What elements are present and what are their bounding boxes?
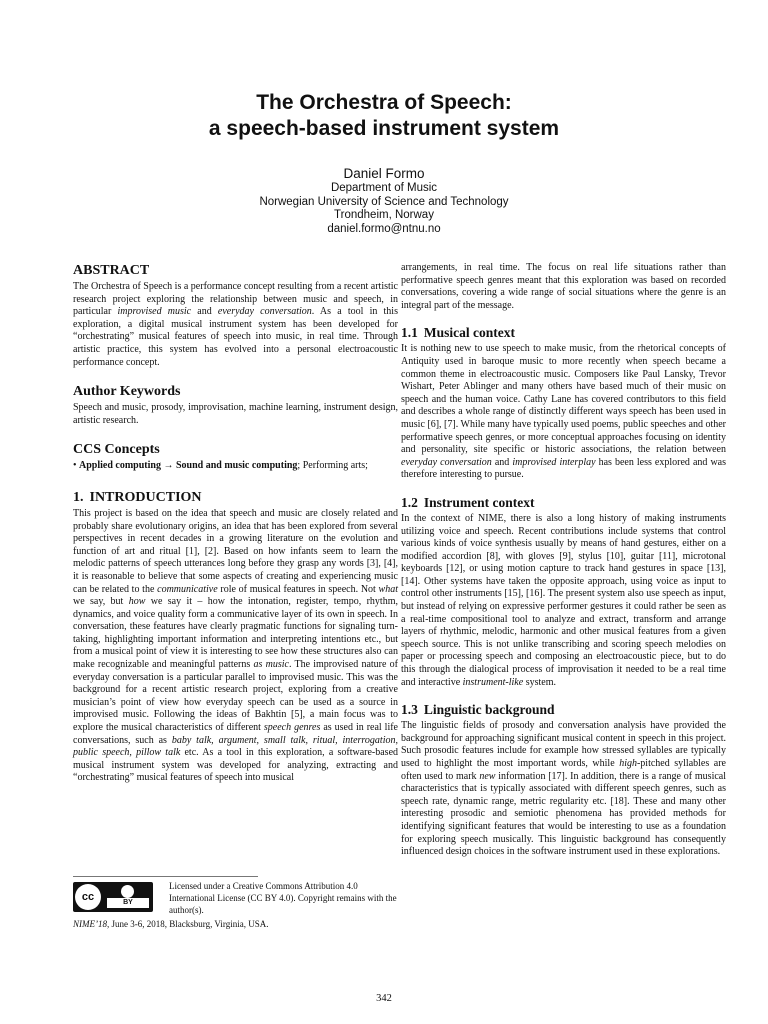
author-email[interactable]: daniel.formo@ntnu.no [327, 222, 441, 235]
keywords-heading: Author Keywords [73, 384, 181, 400]
author-name: Daniel Formo [343, 166, 425, 181]
introduction-heading: 1. INTRODUCTION [73, 489, 202, 505]
author-block [0, 165, 768, 236]
by-icon [107, 885, 149, 909]
section-1-1-text: It is nothing new to use speech to make music, from the rhetorical concepts of Antiquity used in baroque music to more recently when speech became a common theme in electroacoustic music. Composers like Paul Lansky, Trevor Wishart, Peter Ablinger and many others have based much of their music on speech and the human voice. Cathy Lane has covered contributors to this field and describes a whole range of distinctly different ways speech has been used in music [6], [7]. While many have typically used poems, public speeches and other performative speech genres, or more conceptual approaches focusing on identity and personality, site specific or historic associations, the relation between everyday conversation and improvised interplay has been less explored and was therefore interesting to pursue. [401, 343, 726, 481]
page-number: 342 [376, 993, 392, 1004]
keywords-text: Speech and music, prosody, improvisation, machine learning, instrument design, artistic research. [73, 402, 398, 426]
conference-note: NIME’18, June 3-6, 2018, Blacksburg, Virginia, USA. [73, 919, 269, 929]
cc-by-badge [73, 882, 153, 912]
author-department: Department of Music [330, 182, 438, 194]
section-1-2-text: In the context of NIME, there is also a long history of making instruments utilizing voice and speech. Recent contributions include systems that control various kinds of voice synthesis usually by means of hand gestures, either on a modified accordion [8], with gloves [9], stylus [10], guitar [11], microtonal keyboards [12], or using motion capture to track hand gestures in space [13], [14]. Other systems have taken the opposite approach, using voice as input to control other instruments [15], [16]. The present system also use speech as input, but instead of relying on expressive performer gestures it could rather be seen as a real-time compositional tool to analyze and extract, transform and arrange layers of rhythmic, melodic, harmonic and other musical features from a given speech source. This is not unlike transcribing and scoring speech melodies on paper or processing speech and composing an electroacoustic piece, but to do this through the dialogical process of improvisation it needed to be a real time and interactive instrument-like system. [401, 512, 726, 688]
author-university: Norwegian University of Science and Technology [259, 195, 509, 208]
intro-continued-text: arrangements, in real time. The focus on real life situations rather than performative speech genres meant that this exploration was based on recorded conversations, covering a wide range of social situations where the genre is an integral part of the message. [401, 262, 726, 311]
cc-icon: cc [75, 884, 101, 910]
section-1-1-heading: 1.1 Musical context [401, 325, 515, 341]
person-icon [121, 885, 134, 898]
right-column [401, 262, 726, 859]
section-1-3-text: The linguistic fields of prosody and conversation analysis have provided the background for approaching significant musical content in speech in this project. Such prosodic features include for example how stressed syllables are typically used to highlight the most important words, while high-pitched syllables are often used to mark new information [17]. In addition, there is a range of musical characteristics that is typically associated with different speech genres, such as speech rate, dynamic range, metric regularity etc. [18]. These and many other interesting prosodic and semiotic phenomena has provided methods for identifying significant features that would be interesting to use as a foundation for exploring speech musically. This linguistic background has consequently influenced design choices in the software instrument used in these explorations. [401, 720, 726, 858]
paper-title [0, 90, 768, 142]
abstract-text: The Orchestra of Speech is a performance concept resulting from a recent artistic research project exploring the relationship between music and speech, in particular improvised music and everyday conversation. As a tool in this exploration, a digital musical instrument system has been developed for “orchestrating” musical features of speech into music, in real time. Through artistic practice, this system has evolved into a personal electroacoustic performance concept. [73, 281, 398, 368]
abstract-heading: ABSTRACT [73, 263, 150, 278]
ccs-heading: CCS Concepts [73, 442, 160, 458]
license-text: Licensed under a Creative Commons Attribution 4.0 International License (CC BY 4.0). Copyright remains with the author(s). [169, 881, 397, 915]
left-column [73, 262, 398, 785]
introduction-text: This project is based on the idea that speech and music are closely related and probably share evolutionary origins, an idea that has been explored from several perspectives in recent decades in a growing literature on the evolution and function of art and ritual [1], [2]. Based on how infants seem to learn the melodic patterns of speech utterances long before they grasp any words [3], [4], it is reasonable to believe that some aspects of creating and experiencing music can be related to the communicative role of musical features in speech. Not what we say, but how we say it – how the intonation, register, tempo, rhythm, dynamics, and voice quality form a communicative layer of its own in speech. In conversation, these features have clearly pragmatic functions for signaling turn-taking, highlighting important information and interpreting intentions etc., but from a musical point of view it is interesting to see how these structures also can make recognizable and meaningful patterns as music. The improvised nature of everyday conversation is a particular parallel to improvised music. This was the background for a recent artistic research project, exploring from a creative musician’s point of view how everyday speech can be used as a source in improvised music. Following the ideas of Bakhtin [5], a main focus was to explore the musical characteristics of different speech genres as used in real life conversations, such as baby talk, argument, small talk, ritual, interrogation, public speech, pillow talk etc. As a tool in this exploration, a software-based musical instrument system was developed for analyzing, extracting and “orchestrating” musical features of speech into musical [73, 507, 399, 784]
by-label: BY [107, 898, 149, 908]
section-1-3-heading: 1.3 Linguistic background [401, 702, 555, 718]
title-line-2: a speech-based instrument system [208, 117, 560, 140]
section-1-2-heading: 1.2 Instrument context [401, 494, 535, 510]
title-line-1: The Orchestra of Speech: [256, 91, 512, 114]
license-divider [73, 876, 258, 877]
ccs-text: • Applied computing → Sound and music computing; Performing arts; [73, 460, 368, 472]
author-location: Trondheim, Norway [334, 209, 434, 221]
